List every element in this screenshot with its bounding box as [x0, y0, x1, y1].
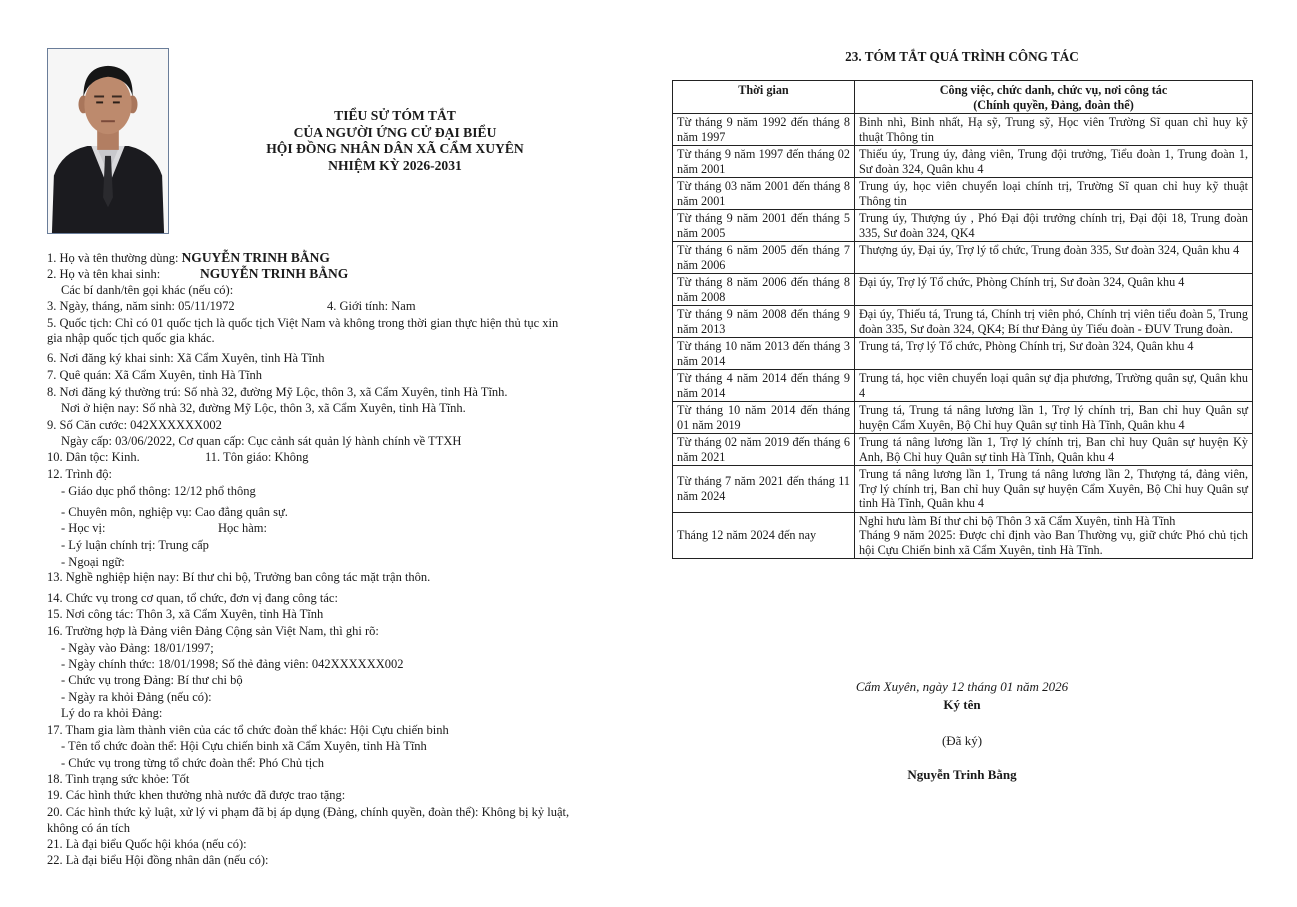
- table-row: [673, 306, 1253, 338]
- signed-note: (Đã ký): [941, 733, 983, 748]
- work-history-table: [672, 80, 1253, 559]
- org-position-line: - Chức vụ trong từng tổ chức đoàn thể: Phó Chủ tịch: [61, 756, 325, 770]
- row-description: Trung tá, Trợ lý Tổ chức, Phòng Chính trị, Sư đoàn 324, Quân khu 4: [855, 338, 1253, 370]
- na-delegate-line: 21. Là đại biểu Quốc hội khóa (nếu có):: [47, 837, 247, 851]
- party-leave-line: - Ngày ra khỏi Đảng (nếu có):: [61, 690, 212, 704]
- row-time: Từ tháng 9 năm 1992 đến tháng 8 năm 1997: [673, 114, 855, 146]
- row-time: Từ tháng 03 năm 2001 đến tháng 8 năm 2001: [673, 178, 855, 210]
- row-description: Trung tá, học viên chuyển loại quân sự địa phương, Trường quân sự, Quân khu 4: [855, 370, 1253, 402]
- row-description: Trung tá nâng lương lần 1, Trung tá nâng lương lần 2, Thượng tá, đảng viên, Trợ lý chính trị, Ban chỉ huy Quân sự huyện Cẩm Xuyên, Bộ Chỉ huy Quân sự tỉnh Hà Tĩnh, Quân khu 4: [855, 466, 1253, 513]
- gender-text: 4. Giới tính: Nam: [327, 299, 416, 313]
- row-time: Từ tháng 7 năm 2021 đến tháng 11 năm 2024: [673, 466, 855, 513]
- org-member-line: 17. Tham gia làm thành viên của các tổ chức đoàn thể khác: Hội Cựu chiến binh: [47, 723, 449, 737]
- portrait-image: [48, 49, 168, 233]
- birth-name-label: 2. Họ và tên khai sinh:: [47, 267, 161, 281]
- row-description: Đại úy, Trợ lý Tổ chức, Phòng Chính trị, Sư đoàn 324, Quân khu 4: [855, 274, 1253, 306]
- document-title: [240, 108, 550, 174]
- name-value: NGUYỄN TRINH BẰNG: [181, 250, 330, 265]
- degree-text: - Học vị:: [61, 521, 106, 535]
- nationality-line-1: 5. Quốc tịch: Chỉ có 01 quốc tịch là quốc tịch Việt Nam và không trong thời gian thực hiện thủ tục xin: [47, 316, 559, 330]
- row-time: Tháng 12 năm 2024 đến nay: [673, 512, 855, 559]
- political-theory-line: - Lý luận chính trị: Trung cấp: [61, 538, 209, 552]
- title-line-3: HỘI ĐỒNG NHÂN DÂN XÃ CẨM XUYÊN: [266, 141, 524, 156]
- hometown-line: 7. Quê quán: Xã Cẩm Xuyên, tỉnh Hà Tĩnh: [47, 368, 263, 382]
- party-position-line: - Chức vụ trong Đảng: Bí thư chi bộ: [61, 673, 243, 687]
- ethnicity-text: 10. Dân tộc: Kinh.: [47, 450, 140, 464]
- header-time: Thời gian: [673, 81, 855, 114]
- portrait-photo: [47, 48, 169, 234]
- id-issue-line: Ngày cấp: 03/06/2022, Cơ quan cấp: Cục cảnh sát quản lý hành chính về TTXH: [61, 434, 462, 448]
- org-name-line: - Tên tổ chức đoàn thể: Hội Cựu chiến binh xã Cẩm Xuyên, tỉnh Hà Tĩnh: [61, 739, 427, 753]
- discipline-line-1: 20. Các hình thức kỷ luật, xử lý vi phạm đã bị áp dụng (Đảng, chính quyền, đoàn thể): Không bị kỷ luật,: [47, 805, 570, 819]
- table-row: [673, 242, 1253, 274]
- signer-name: Nguyễn Trinh Bằng: [907, 767, 1017, 782]
- table-row: [673, 146, 1253, 178]
- awards-line: 19. Các hình thức khen thưởng nhà nước đã được trao tặng:: [47, 788, 346, 802]
- permanent-residence-line: 8. Nơi đăng ký thường trú: Số nhà 32, đường Mỹ Lộc, thôn 3, xã Cẩm Xuyên, tỉnh Hà Tĩnh.: [47, 385, 508, 399]
- party-leave-reason-line: Lý do ra khỏi Đảng:: [61, 706, 163, 720]
- table-row: [673, 466, 1253, 513]
- health-line: 18. Tình trạng sức khỏe: Tốt: [47, 772, 190, 786]
- sign-label: Ký tên: [943, 697, 981, 712]
- position-line: 14. Chức vụ trong cơ quan, tổ chức, đơn vị đang công tác:: [47, 591, 338, 605]
- row-time: Từ tháng 9 năm 2008 đến tháng 9 năm 2013: [673, 306, 855, 338]
- council-delegate-line: 22. Là đại biểu Hội đồng nhân dân (nếu có):: [47, 853, 269, 867]
- religion-text: 11. Tôn giáo: Không: [205, 450, 309, 464]
- ethnicity-religion-line: [47, 450, 308, 465]
- id-number-line: 9. Số Căn cước: 042XXXXXX002: [47, 418, 222, 432]
- current-residence-line: Nơi ở hiện nay: Số nhà 32, đường Mỹ Lộc, thôn 3, xã Cẩm Xuyên, tỉnh Hà Tĩnh.: [61, 401, 466, 415]
- title-rank-text: Học hàm:: [218, 521, 267, 535]
- general-education-line: - Giáo dục phổ thông: 12/12 phổ thông: [61, 484, 256, 498]
- row-description: Thiếu úy, Trung úy, đảng viên, Trung đội trưởng, Tiểu đoàn 1, Trung đoàn 1, Sư đoàn 324, Quân khu 4: [855, 146, 1253, 178]
- birthplace-line: 6. Nơi đăng ký khai sinh: Xã Cẩm Xuyên, tỉnh Hà Tĩnh: [47, 351, 325, 365]
- row-description: Trung úy, học viên chuyển loại chính trị, Trường Sĩ quan chỉ huy kỹ thuật Thông tin: [855, 178, 1253, 210]
- workplace-line: 15. Nơi công tác: Thôn 3, xã Cẩm Xuyên, tỉnh Hà Tĩnh: [47, 607, 324, 621]
- table-row: [673, 274, 1253, 306]
- row-description-line-1: Nghỉ hưu làm Bí thư chi bộ Thôn 3 xã Cẩm Xuyên, tỉnh Hà Tĩnh: [859, 513, 1176, 528]
- row-description: [855, 512, 1253, 559]
- title-line-1: TIỂU SỬ TÓM TẮT: [334, 108, 456, 123]
- discipline-line-2: không có án tích: [47, 821, 130, 835]
- professional-line: - Chuyên môn, nghiệp vụ: Cao đẳng quân sự.: [61, 505, 288, 519]
- name-line: [47, 250, 330, 266]
- table-row: [673, 512, 1253, 559]
- table-row: [673, 114, 1253, 146]
- table-row: [673, 434, 1253, 466]
- dob-text: 3. Ngày, tháng, năm sinh: 05/11/1972: [47, 299, 235, 313]
- row-description: Thượng úy, Đại úy, Trợ lý tổ chức, Trung đoàn 335, Sư đoàn 324, Quân khu 4: [855, 242, 1253, 274]
- row-description: Trung tá nâng lương lần 1, Trợ lý chính trị, Ban chỉ huy Quân sự huyện Kỳ Anh, Bộ Chỉ huy Quân sự tỉnh Hà Tĩnh, Quân khu 4: [855, 434, 1253, 466]
- education-heading: 12. Trình độ:: [47, 467, 112, 481]
- row-description: Binh nhì, Binh nhất, Hạ sỹ, Trung sỹ, Học viên Trường Sĩ quan chỉ huy kỹ thuật Thông tin: [855, 114, 1253, 146]
- row-time: Từ tháng 4 năm 2014 đến tháng 9 năm 2014: [673, 370, 855, 402]
- aliases-line: Các bí danh/tên gọi khác (nếu có):: [61, 283, 234, 297]
- table-row: [673, 402, 1253, 434]
- row-time: Từ tháng 9 năm 1997 đến tháng 02 năm 2001: [673, 146, 855, 178]
- occupation-line: 13. Nghề nghiệp hiện nay: Bí thư chi bộ, Trưởng ban công tác mặt trận thôn.: [47, 570, 431, 584]
- title-line-4: NHIỆM KỲ 2026-2031: [328, 157, 462, 173]
- party-official-line: - Ngày chính thức: 18/01/1998; Số thẻ đảng viên: 042XXXXXX002: [61, 657, 404, 671]
- row-description: Đại úy, Thiếu tá, Trung tá, Chính trị viên phó, Chính trị viên tiểu đoàn 5, Trung đoàn 335, Sư đoàn 324, QK4; Bí thư Đảng ủy Tiểu đoàn - ĐUV Trung đoàn.: [855, 306, 1253, 338]
- degree-line: [61, 521, 267, 536]
- dob-gender-line: [47, 299, 416, 314]
- place-date: Cẩm Xuyên, ngày 12 tháng 01 năm 2026: [855, 679, 1069, 694]
- header-description: [855, 81, 1253, 114]
- birth-name-line: [47, 266, 348, 282]
- row-time: Từ tháng 02 năm 2019 đến tháng 6 năm 2021: [673, 434, 855, 466]
- row-time: Từ tháng 10 năm 2014 đến tháng 01 năm 2019: [673, 402, 855, 434]
- table-header-row: [673, 81, 1253, 114]
- row-description-line-2: Tháng 9 năm 2025: Được chỉ định vào Ban Thường vụ, giữ chức Phó chủ tịch hội Cựu Chiến binh xã Cẩm Xuyên, tỉnh Hà Tĩnh.: [859, 528, 1248, 557]
- table-row: [673, 338, 1253, 370]
- row-time: Từ tháng 10 năm 2013 đến tháng 3 năm 2014: [673, 338, 855, 370]
- table-row: [673, 370, 1253, 402]
- work-history-heading: 23. TÓM TẮT QUÁ TRÌNH CÔNG TÁC: [845, 49, 1079, 64]
- foreign-language-line: - Ngoại ngữ:: [61, 555, 125, 569]
- row-time: Từ tháng 8 năm 2006 đến tháng 8 năm 2008: [673, 274, 855, 306]
- header-description-line-2: (Chính quyền, Đảng, đoàn thể): [973, 97, 1134, 112]
- header-description-line-1: Công việc, chức danh, chức vụ, nơi công tác: [939, 83, 1168, 97]
- row-time: Từ tháng 6 năm 2005 đến tháng 7 năm 2006: [673, 242, 855, 274]
- table-row: [673, 210, 1253, 242]
- row-description: Trung úy, Thượng úy , Phó Đại đội trưởng chính trị, Đại đội 18, Trung đoàn 335, Sư đoàn 324, QK4: [855, 210, 1253, 242]
- birth-name-value: NGUYỄN TRINH BẰNG: [200, 266, 349, 281]
- party-member-line: 16. Trường hợp là Đảng viên Đảng Cộng sản Việt Nam, thì ghi rõ:: [47, 624, 379, 638]
- party-join-line: - Ngày vào Đảng: 18/01/1997;: [61, 641, 214, 655]
- name-label: 1. Họ và tên thường dùng:: [47, 251, 179, 265]
- nationality-line-2: gia nhập quốc tịch quốc gia khác.: [47, 331, 215, 345]
- row-description: Trung tá, Trung tá nâng lương lần 1, Trợ lý chính trị, Ban chỉ huy Quân sự huyện Cẩm Xuyên, Bộ Chỉ huy Quân sự tỉnh Hà Tĩnh, Quân khu 4: [855, 402, 1253, 434]
- title-line-2: CỦA NGƯỜI ỨNG CỬ ĐẠI BIỂU: [293, 124, 497, 140]
- table-row: [673, 178, 1253, 210]
- row-time: Từ tháng 9 năm 2001 đến tháng 5 năm 2005: [673, 210, 855, 242]
